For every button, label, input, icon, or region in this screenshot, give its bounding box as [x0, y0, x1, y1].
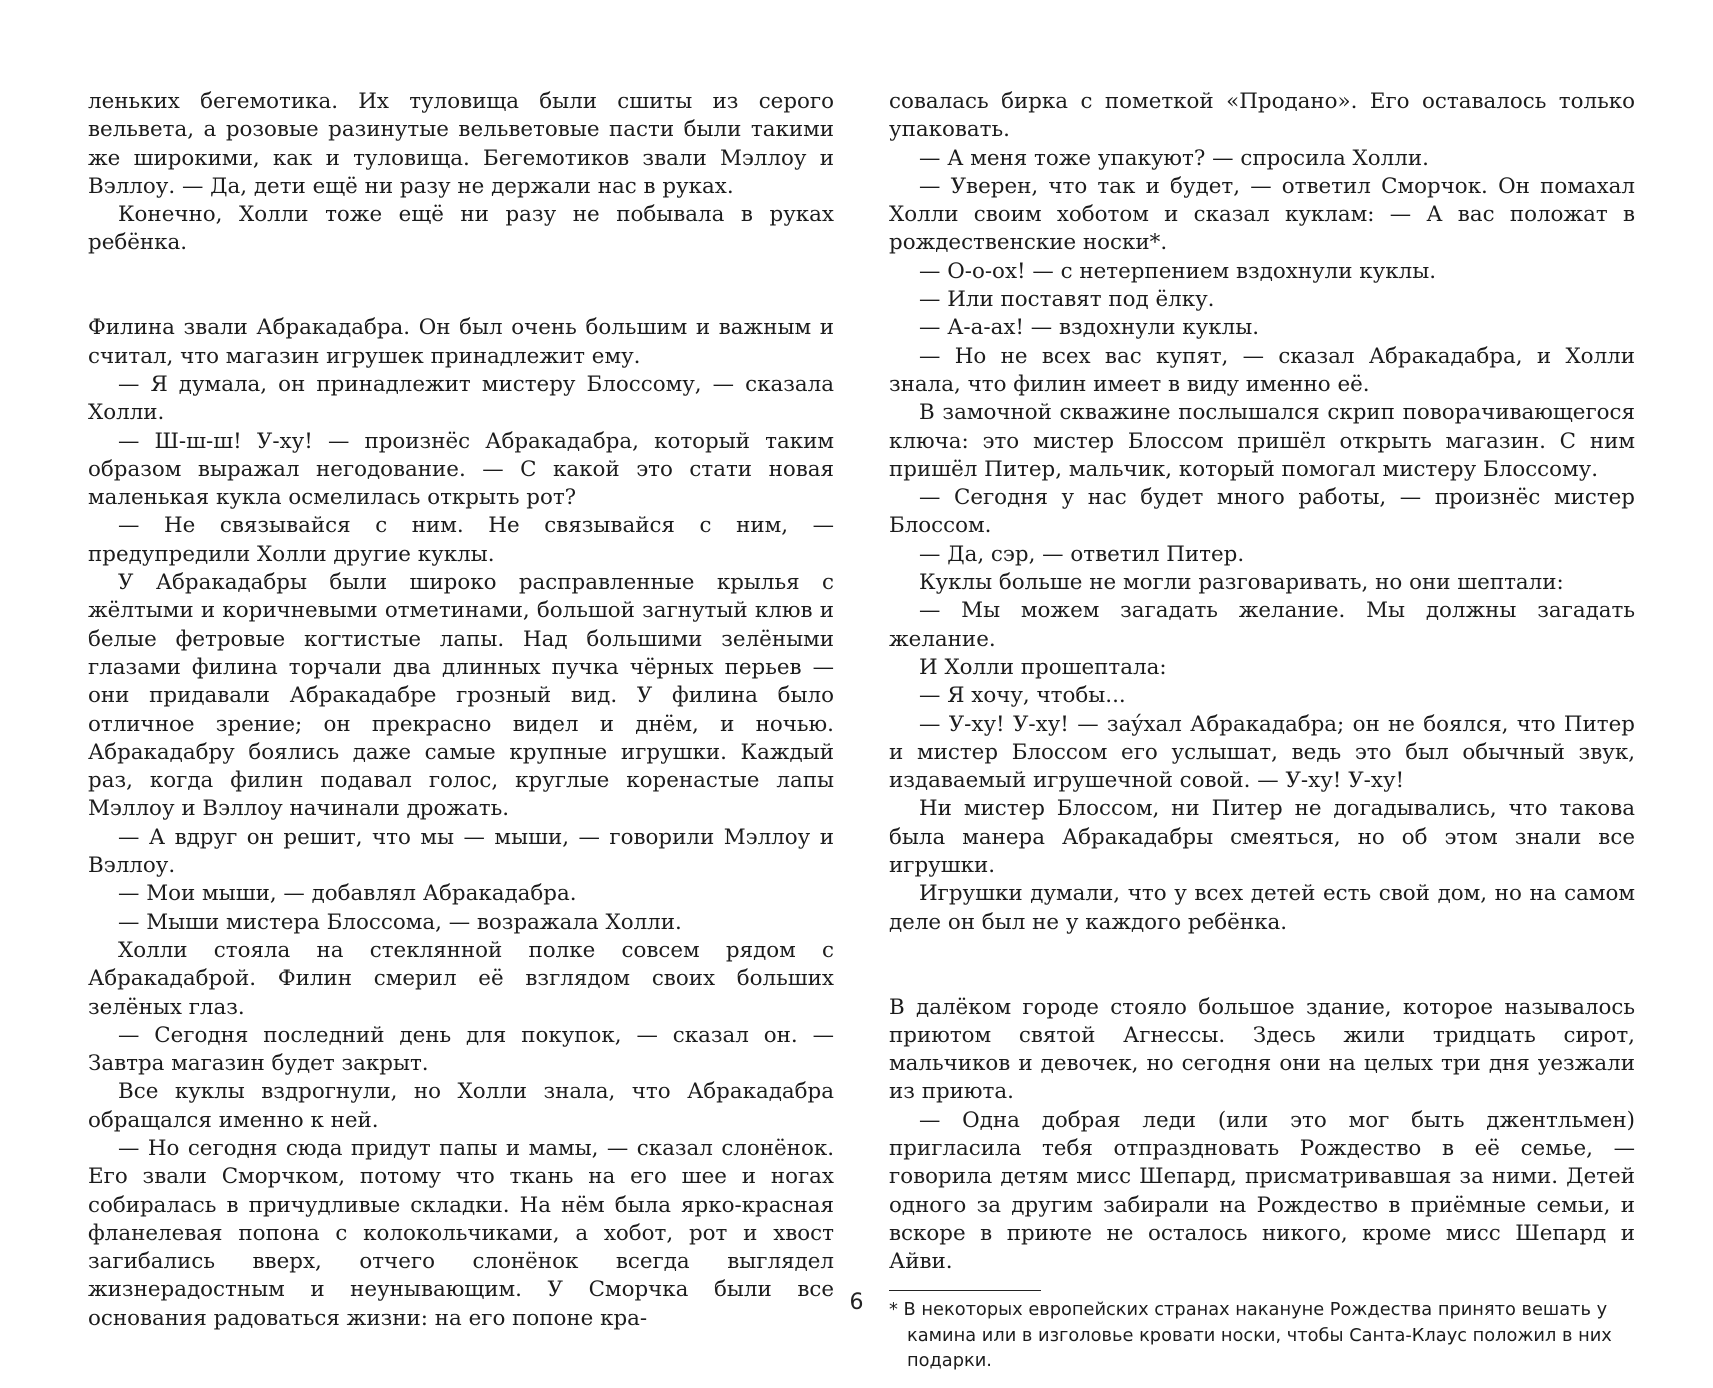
paragraph: — Я хочу, чтобы...: [919, 683, 1126, 709]
paragraph: совалась бирка с пометкой «Продано». Его оставалось только упаковать.: [889, 89, 1635, 143]
footnote: * В некоторых европейских странах накануне Рождества принято вешать у камина или в изголовье кровати носки, чтобы Санта-Клаус положил в них подарки.: [889, 1299, 1612, 1372]
paragraph: Конечно, Холли тоже ещё ни разу не побывала в руках ребёнка.: [88, 202, 834, 256]
paragraph: — У-ху! У-ху! — заýхал Абракадабра; он не боялся, что Питер и мистер Блоссом его услышат, ведь это был обычный звук, издаваемый игрушечной совой. — У-ху! У-ху!: [889, 711, 1635, 794]
paragraph: Ни мистер Блоссом, ни Питер не догадывались, что такова была манера Абракадабры смеяться, но об этом знали все игрушки.: [889, 796, 1635, 879]
paragraph: — Одна добрая леди (или это мог быть джентльмен) пригласила тебя отпраздновать Рождество в её семье, — говорила детям мисс Шепард, присматривавшая за ними. Детей одного за другим забирали на Рождество в приёмные семьи, и вскоре в приюте не осталось никого, кроме мисс Шепард и Айви.: [889, 1107, 1635, 1275]
page-number: 6: [849, 1290, 864, 1315]
paragraph: И Холли прошептала:: [919, 654, 1167, 680]
paragraph: — Не связывайся с ним. Не связывайся с ним, — предупредили Холли другие куклы.: [88, 513, 834, 567]
paragraph: — Или поставят под ёлку.: [919, 287, 1215, 313]
paragraph: — Ш-ш-ш! У-ху! — произнёс Абракадабра, который таким образом выражал негодование. — С какой это стати новая маленькая кукла осмелилась открыть рот?: [88, 428, 834, 511]
paragraph: В замочной скважине послышался скрип поворачивающегося ключа: это мистер Блоссом пришёл открыть магазин. С ним пришёл Питер, мальчик, который помогал мистеру Блоссому.: [889, 400, 1635, 482]
right-text-column: [889, 88, 1635, 1374]
paragraph: — Мы можем загадать желание. Мы должны загадать желание.: [889, 598, 1635, 652]
paragraph: — Сегодня последний день для покупок, — сказал он. — Завтра магазин будет закрыт.: [88, 1022, 834, 1077]
left-text-column: [88, 88, 834, 1333]
paragraph: — Но не всех вас купят, — сказал Абракадабра, и Холли знала, что филин имеет в виду именно её.: [889, 343, 1635, 397]
paragraph: — Уверен, что так и будет, — ответил Сморчок. Он помахал Холли своим хоботом и сказал куклам: — А вас положат в рождественские носки*.: [889, 173, 1635, 256]
paragraph: Холли стояла на стеклянной полке совсем рядом с Абракадаброй. Филин смерил её взглядом своих больших зелёных глаз.: [88, 937, 834, 1020]
section-break: [889, 937, 1635, 994]
paragraph: — Я думала, он принадлежит мистеру Блоссому, — сказала Холли.: [88, 371, 834, 426]
paragraph: У Абракадабры были широко расправленные крылья с жёлтыми и коричневыми отметинами, большой загнутый клюв и белые фетровые когтистые лапы. Над большими зелёными глазами филина торчали два длинных пучка чёрных перьев — они придавали Абракадабре грозный вид. У филина было отличное зрение; он прекрасно видел и днём, и ночью. Абракадабру боялись даже самые крупные игрушки. Каждый раз, когда филин подавал голос, круглые коренастые лапы Мэллоу и Вэллоу начинали дрожать.: [88, 570, 834, 822]
paragraph: Куклы больше не могли разговаривать, но они шептали:: [919, 570, 1564, 596]
paragraph: Филина звали Абракадабра. Он был очень большим и важным и считал, что магазин игрушек принадлежит ему.: [88, 315, 834, 369]
paragraph: — Но сегодня сюда придут папы и мамы, — сказал слонёнок. Его звали Сморчком, потому что ткань на его шее и ногах собиралась в причудливые складки. На нём была ярко-красная фланелевая попона с колокольчиками, а хобот, рот и хвост загибались вверх, отчего слонёнок всегда выглядел жизнерадостным и неунывающим. У Сморчка были все основания радоваться жизни: на его попоне кра-: [88, 1135, 834, 1331]
paragraph: — Мои мыши, — добавлял Абракадабра.: [118, 881, 577, 907]
paragraph: — А-а-ах! — вздохнули куклы.: [919, 315, 1260, 341]
paragraph: Все куклы вздрогнули, но Холли знала, что Абракадабра обращался именно к ней.: [88, 1079, 834, 1133]
paragraph: — Сегодня у нас будет много работы, — произнёс мистер Блоссом.: [889, 485, 1635, 539]
paragraph: — А вдруг он решит, что мы — мыши, — говорили Мэллоу и Вэллоу.: [88, 824, 834, 879]
section-break: [88, 258, 834, 315]
paragraph: В далёком городе стояло большое здание, которое называлось приютом святой Агнессы. Здесь жили тридцать сирот, мальчиков и девочек, но сегодня они на целых три дня уезжали из приюта.: [889, 994, 1635, 1105]
paragraph: — Да, сэр, — ответил Питер.: [919, 541, 1245, 567]
paragraph: леньких бегемотика. Их туловища были сшиты из серого вельвета, а розовые разинутые вельветовые пасти были такими же широкими, как и туловища. Бегемотиков звали Мэллоу и Вэллоу. — Да, дети ещё ни разу не держали нас в руках.: [88, 89, 834, 199]
paragraph: — Мыши мистера Блоссома, — возражала Холли.: [118, 909, 682, 935]
paragraph: — А меня тоже упакуют? — спросила Холли.: [919, 145, 1429, 171]
paragraph: — О-о-ох! — с нетерпением вздохнули куклы.: [919, 258, 1437, 284]
paragraph: Игрушки думали, что у всех детей есть свой дом, но на самом деле он был не у каждого ребёнка.: [889, 881, 1635, 935]
